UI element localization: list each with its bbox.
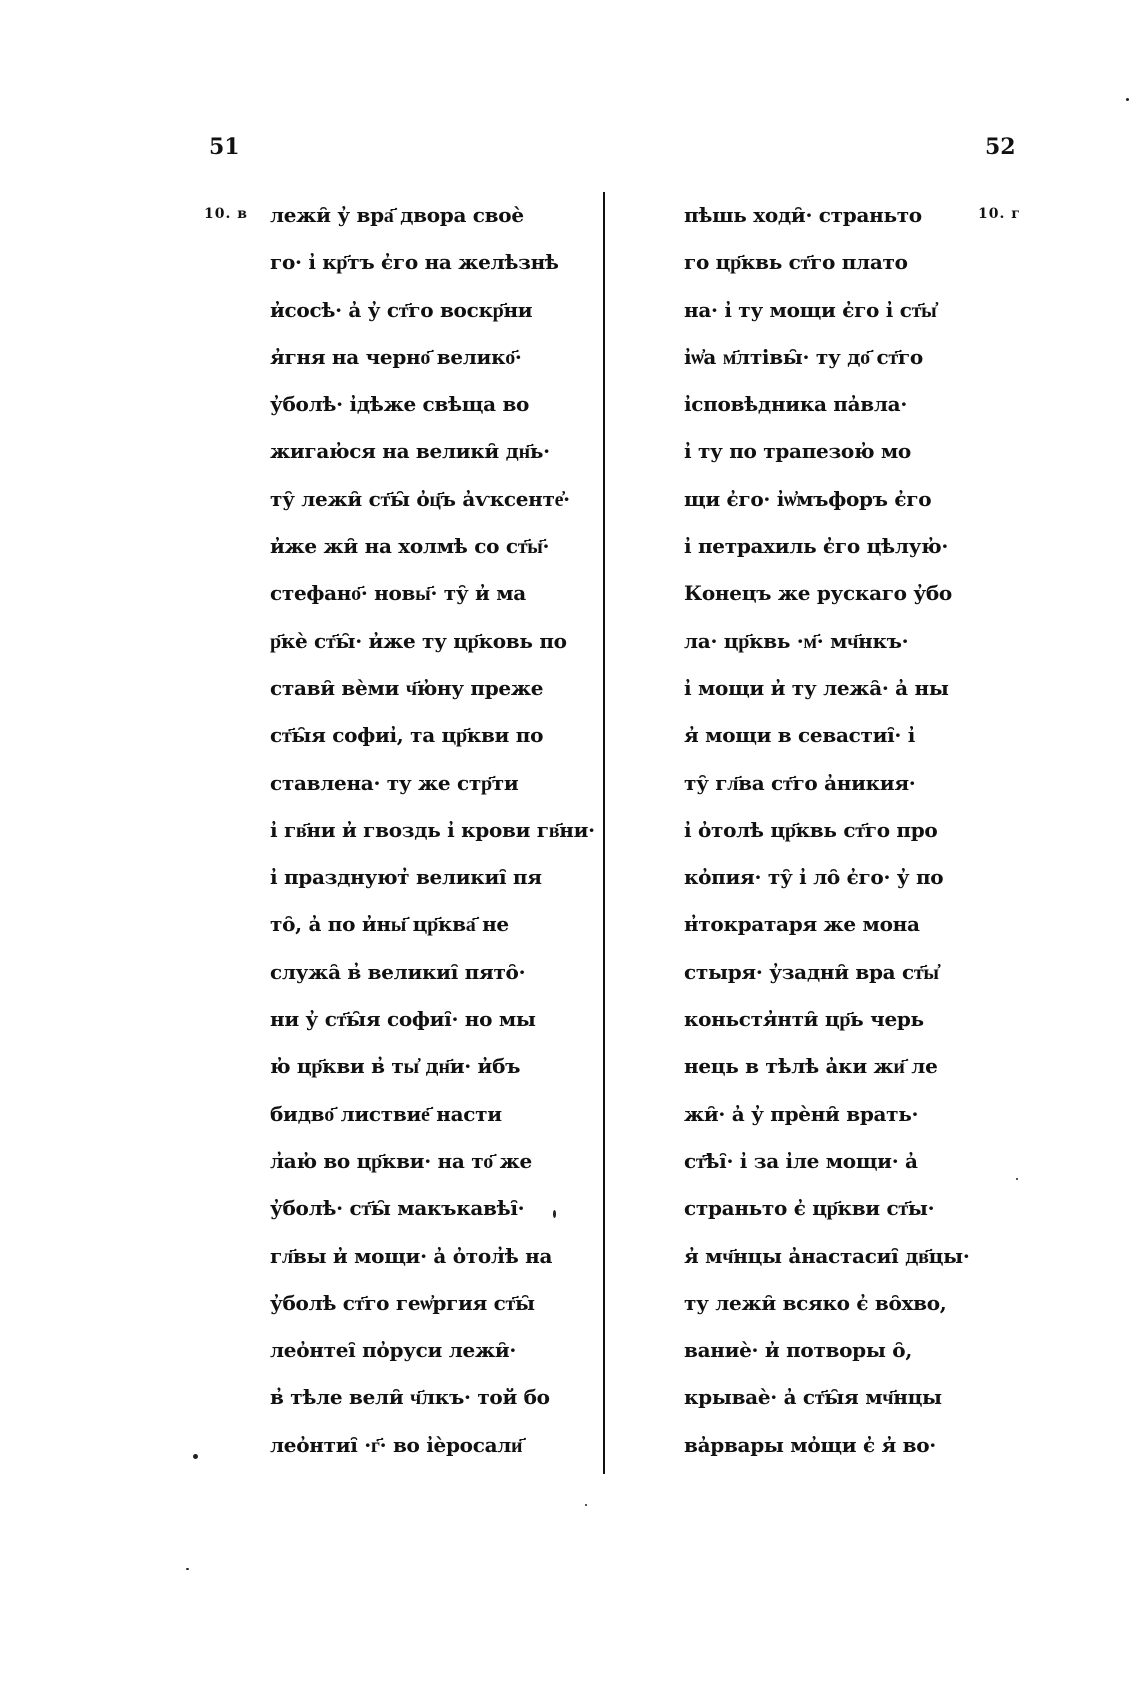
text-line: у̓болѣ ст҃го геѡ̓ргия ст҃ы̑ bbox=[270, 1290, 535, 1315]
text-line: щи є̓го· і̓ѡ̓мъфоръ є̓го bbox=[684, 486, 932, 511]
text-line: і̓ гв҃ни и̓ гвоздь і̓ крови гв҃ни· bbox=[270, 817, 595, 842]
text-line: у̓болѣ· і̓дѣже свѣща во bbox=[270, 392, 530, 417]
scan-speck bbox=[193, 1454, 198, 1459]
text-line: жигаю̓ся на велики̑ дн҃ь· bbox=[270, 439, 550, 464]
text-line: нець в тѣлѣ а̓ки жи҃ ле bbox=[684, 1054, 938, 1079]
text-line: стави̑ вѐми ч҃ю̓ну преже bbox=[270, 675, 544, 700]
text-line: стефано҃· новы҃· ту̑ и̓ ма bbox=[270, 581, 526, 606]
text-line: і̓ празднуют̓ великиі̑ пя bbox=[270, 865, 542, 890]
text-line: стыря· у̓задни̑ вра ст҃ы҆ bbox=[684, 959, 939, 984]
text-line: Конецъ же рускаго у̓бо bbox=[684, 581, 952, 606]
text-line: лео̓нтеі̑ по̓руси лежи̑· bbox=[270, 1338, 517, 1363]
text-line: го цр҃квь ст҃го плато bbox=[684, 250, 908, 275]
text-line: р҃кѐ ст҃ы̑· и̓же ту цр҃ковь по bbox=[270, 628, 567, 653]
text-line: ва̓рвары мо̓щи є̓ я̓ во· bbox=[684, 1432, 936, 1457]
text-line: л̓аю̓ во цр҃кви· на то҃ же bbox=[270, 1148, 532, 1173]
text-line: крываѐ· а̓ ст҃ы̑я мч҃нцы bbox=[684, 1385, 942, 1410]
text-line: ко̓пия· ту̑ і̓ ло̑ є̓го· у̓ по bbox=[684, 865, 944, 890]
text-line: н̓тократаря же мона bbox=[684, 912, 920, 937]
text-column-left bbox=[270, 198, 595, 1475]
text-line: і̓ петрахиль є̓го цѣлую̓· bbox=[684, 534, 949, 559]
text-line: я̓ мощи в севастиі̑· і̓ bbox=[684, 723, 916, 748]
text-line: служа̑ в̓ великиі̑ пято̑· bbox=[270, 959, 526, 984]
text-line: і̓ о̓толѣ цр҃квь ст҃го про bbox=[684, 817, 938, 842]
text-line: коньстя̓нти̑ цр҃ь черь bbox=[684, 1007, 924, 1032]
scan-speck bbox=[553, 1210, 556, 1218]
text-line: пѣшь ходи̑· страньто bbox=[684, 203, 922, 227]
text-line: я̓гня на черно҃ велико҃· bbox=[270, 344, 522, 369]
text-line: і̓ѡ̓а м҃лтівы̑· ту до҃ ст҃го bbox=[684, 344, 923, 369]
text-line: гл҃вы и̓ мощи· а̓ о̓тол̓ѣ на bbox=[270, 1243, 553, 1268]
text-line: ставлена· ту же стр҃ти bbox=[270, 770, 519, 795]
text-line: лежи̑ у̓ вра҃ двора своѐ bbox=[270, 203, 524, 227]
text-line: го· і̓ кр҃тъ є̓го на желѣзнѣ bbox=[270, 250, 559, 275]
text-line: и̓сосѣ· а̓ у̓ ст҃го воскр҃ни bbox=[270, 297, 533, 322]
text-line: бидво҃ листвие҃ насти bbox=[270, 1101, 502, 1126]
text-line: у̓болѣ· ст҃ы̑ макъкавѣі̑· bbox=[270, 1196, 525, 1221]
scan-speck bbox=[186, 1568, 189, 1570]
column-divider bbox=[603, 192, 605, 1474]
text-column-right bbox=[684, 198, 974, 1475]
marginal-note-right: 10. г bbox=[978, 206, 1021, 222]
text-line: лео̓нтиі̑ ·г҃· во і̓ѐросали҃ bbox=[270, 1432, 523, 1457]
text-line: жи̑· а̓ у̓ прѐни̑ врать· bbox=[684, 1101, 919, 1126]
text-line: ст҃ы̑я софиі̓, та цр҃кви по bbox=[270, 723, 544, 748]
scan-speck bbox=[585, 1504, 587, 1506]
marginal-note-left: 10. в bbox=[204, 206, 248, 222]
text-line: і̓сповѣдника па̓вла· bbox=[684, 392, 907, 417]
text-line: страньто є̓ цр҃кви ст҃ы· bbox=[684, 1196, 935, 1221]
page-number-right: 52 bbox=[985, 134, 1016, 160]
text-line: я̓ мч҃нцы а̓настасиі̑ дв҃цы· bbox=[684, 1243, 970, 1268]
scan-speck bbox=[1126, 98, 1129, 101]
text-line: ту̑ лежи̑ ст҃ы̑ о̓ц҃ъ а̓ѵксенте҆· bbox=[270, 486, 570, 511]
text-line: ту лежи̑ всяко є̓ во̑хво, bbox=[684, 1290, 947, 1315]
text-line: ю̓ цр҃кви в̓ ты҆ дн҃и· и̓бъ bbox=[270, 1054, 521, 1079]
text-line: и̓же жи̑ на холмѣ со ст҃ы҃· bbox=[270, 534, 550, 559]
text-line: то̑, а̓ по и̓ны҃ цр҃ква҃ не bbox=[270, 912, 509, 937]
scan-speck bbox=[1016, 1178, 1018, 1180]
text-line: і̓ ту по трапезою̓ мо bbox=[684, 439, 911, 464]
text-line: ни у̓ ст҃ы̑я софиі̑· но мы bbox=[270, 1007, 536, 1032]
text-line: ваниѐ· и̓ потворы о̑, bbox=[684, 1338, 912, 1363]
page-number-left: 51 bbox=[209, 134, 240, 160]
text-line: ту̑ гл҃ва ст҃го а̓никия· bbox=[684, 770, 916, 795]
text-line: ст҃ѣі̑· і̓ за і̓ле мощи· а̓ bbox=[684, 1148, 918, 1173]
text-line: на· і̓ ту мощи є̓го і̓ ст҃ы҆ bbox=[684, 297, 937, 322]
text-line: в̓ тѣле вели̑ ч҃лкъ· той бо bbox=[270, 1385, 550, 1410]
text-line: ла· цр҃квь ·м҃· мч҃нкъ· bbox=[684, 628, 909, 653]
text-line: і̓ мощи и̓ ту лежа̑· а̓ ны bbox=[684, 675, 949, 700]
